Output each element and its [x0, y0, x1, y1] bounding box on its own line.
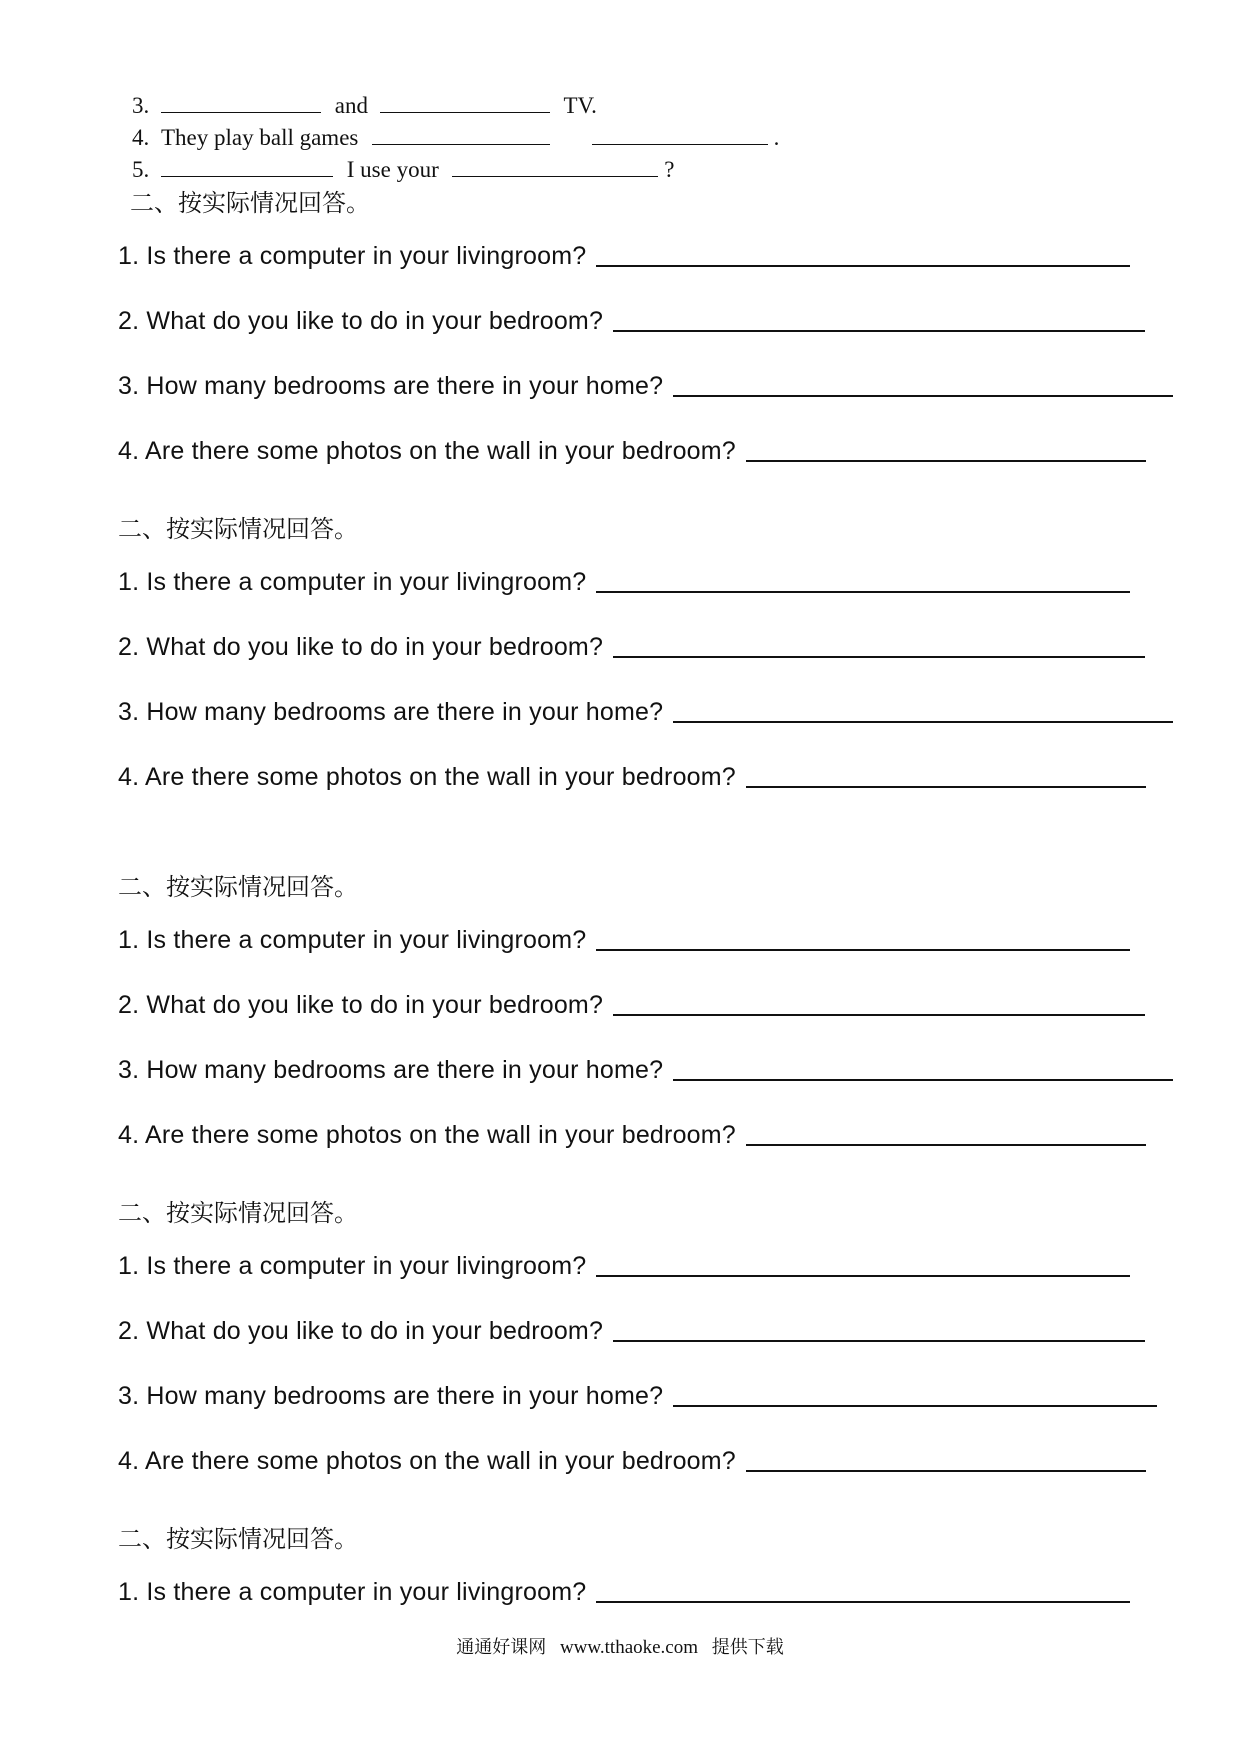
question-row — [118, 688, 1173, 728]
question-row — [118, 981, 1145, 1021]
section-heading: 二、按实际情况回答。 — [118, 1525, 358, 1553]
section-heading: 二、按实际情况回答。 — [130, 189, 370, 217]
question-row — [118, 558, 1130, 598]
question-row — [118, 916, 1130, 956]
fill-in-row-4 — [132, 124, 779, 152]
answer-line[interactable] — [673, 1079, 1173, 1081]
fill-in-word: TV. — [563, 93, 597, 118]
fill-in-punctuation: ? — [664, 157, 675, 182]
question-text: 1. Is there a computer in your livingroom? — [118, 926, 587, 954]
fill-in-row-3 — [132, 92, 597, 120]
question-text: 4. Are there some photos on the wall in your bedroom? — [118, 763, 736, 791]
fill-in-word: and — [334, 93, 368, 118]
question-text: 3. How many bedrooms are there in your home? — [118, 1056, 664, 1084]
footer-brand: 通通好课网 — [456, 1637, 547, 1658]
fill-in-text: I use your — [346, 157, 439, 182]
answer-line[interactable] — [596, 591, 1130, 593]
question-text: 2. What do you like to do in your bedroom? — [118, 1317, 604, 1345]
question-row — [118, 1372, 1157, 1412]
answer-blank[interactable] — [452, 156, 658, 177]
page-footer — [0, 1636, 1240, 1660]
fill-in-number: 5. — [132, 157, 150, 182]
question-text: 1. Is there a computer in your livingroom? — [118, 568, 587, 596]
question-row — [118, 623, 1145, 663]
fill-in-punctuation: . — [773, 125, 780, 150]
question-row — [118, 1111, 1146, 1151]
question-text: 1. Is there a computer in your livingroom? — [118, 1252, 587, 1280]
fill-in-number: 4. — [132, 125, 150, 150]
answer-line[interactable] — [596, 265, 1130, 267]
question-text: 2. What do you like to do in your bedroom? — [118, 633, 604, 661]
question-row — [118, 1568, 1130, 1608]
question-row — [118, 362, 1173, 402]
answer-line[interactable] — [673, 1405, 1157, 1407]
footer-note: 提供下载 — [711, 1637, 784, 1658]
answer-line[interactable] — [613, 1340, 1145, 1342]
answer-line[interactable] — [746, 786, 1146, 788]
answer-blank[interactable] — [592, 124, 768, 145]
answer-line[interactable] — [613, 656, 1145, 658]
question-row — [118, 297, 1145, 337]
question-text: 4. Are there some photos on the wall in your bedroom? — [118, 1447, 736, 1475]
question-row — [118, 232, 1130, 272]
question-text: 2. What do you like to do in your bedroom? — [118, 991, 604, 1019]
fill-in-text: They play ball games — [161, 125, 359, 150]
footer-site-link[interactable]: www.tthaoke.com — [559, 1637, 699, 1658]
answer-line[interactable] — [673, 721, 1173, 723]
question-text: 4. Are there some photos on the wall in your bedroom? — [118, 437, 736, 465]
answer-blank[interactable] — [380, 92, 550, 113]
answer-blank[interactable] — [372, 124, 550, 145]
question-row — [118, 1437, 1146, 1477]
section-heading: 二、按实际情况回答。 — [118, 873, 358, 901]
question-text: 4. Are there some photos on the wall in your bedroom? — [118, 1121, 736, 1149]
fill-in-number: 3. — [132, 93, 150, 118]
question-row — [118, 753, 1146, 793]
question-text: 1. Is there a computer in your livingroom? — [118, 242, 587, 270]
section-heading: 二、按实际情况回答。 — [118, 1199, 358, 1227]
question-text: 2. What do you like to do in your bedroom? — [118, 307, 604, 335]
question-text: 3. How many bedrooms are there in your home? — [118, 1382, 664, 1410]
question-text: 3. How many bedrooms are there in your home? — [118, 372, 664, 400]
answer-blank[interactable] — [161, 156, 333, 177]
question-text: 3. How many bedrooms are there in your home? — [118, 698, 664, 726]
answer-line[interactable] — [746, 1470, 1146, 1472]
answer-line[interactable] — [613, 1014, 1145, 1016]
question-row — [118, 1307, 1145, 1347]
answer-line[interactable] — [746, 1144, 1146, 1146]
question-row — [118, 1242, 1130, 1282]
answer-line[interactable] — [596, 949, 1130, 951]
answer-line[interactable] — [596, 1275, 1130, 1277]
question-text: 1. Is there a computer in your livingroom? — [118, 1578, 587, 1606]
question-row — [118, 427, 1146, 467]
section-heading: 二、按实际情况回答。 — [118, 515, 358, 543]
answer-line[interactable] — [673, 395, 1173, 397]
answer-line[interactable] — [613, 330, 1145, 332]
answer-blank[interactable] — [161, 92, 321, 113]
answer-line[interactable] — [596, 1601, 1130, 1603]
fill-in-row-5 — [132, 156, 674, 184]
answer-line[interactable] — [746, 460, 1146, 462]
question-row — [118, 1046, 1173, 1086]
